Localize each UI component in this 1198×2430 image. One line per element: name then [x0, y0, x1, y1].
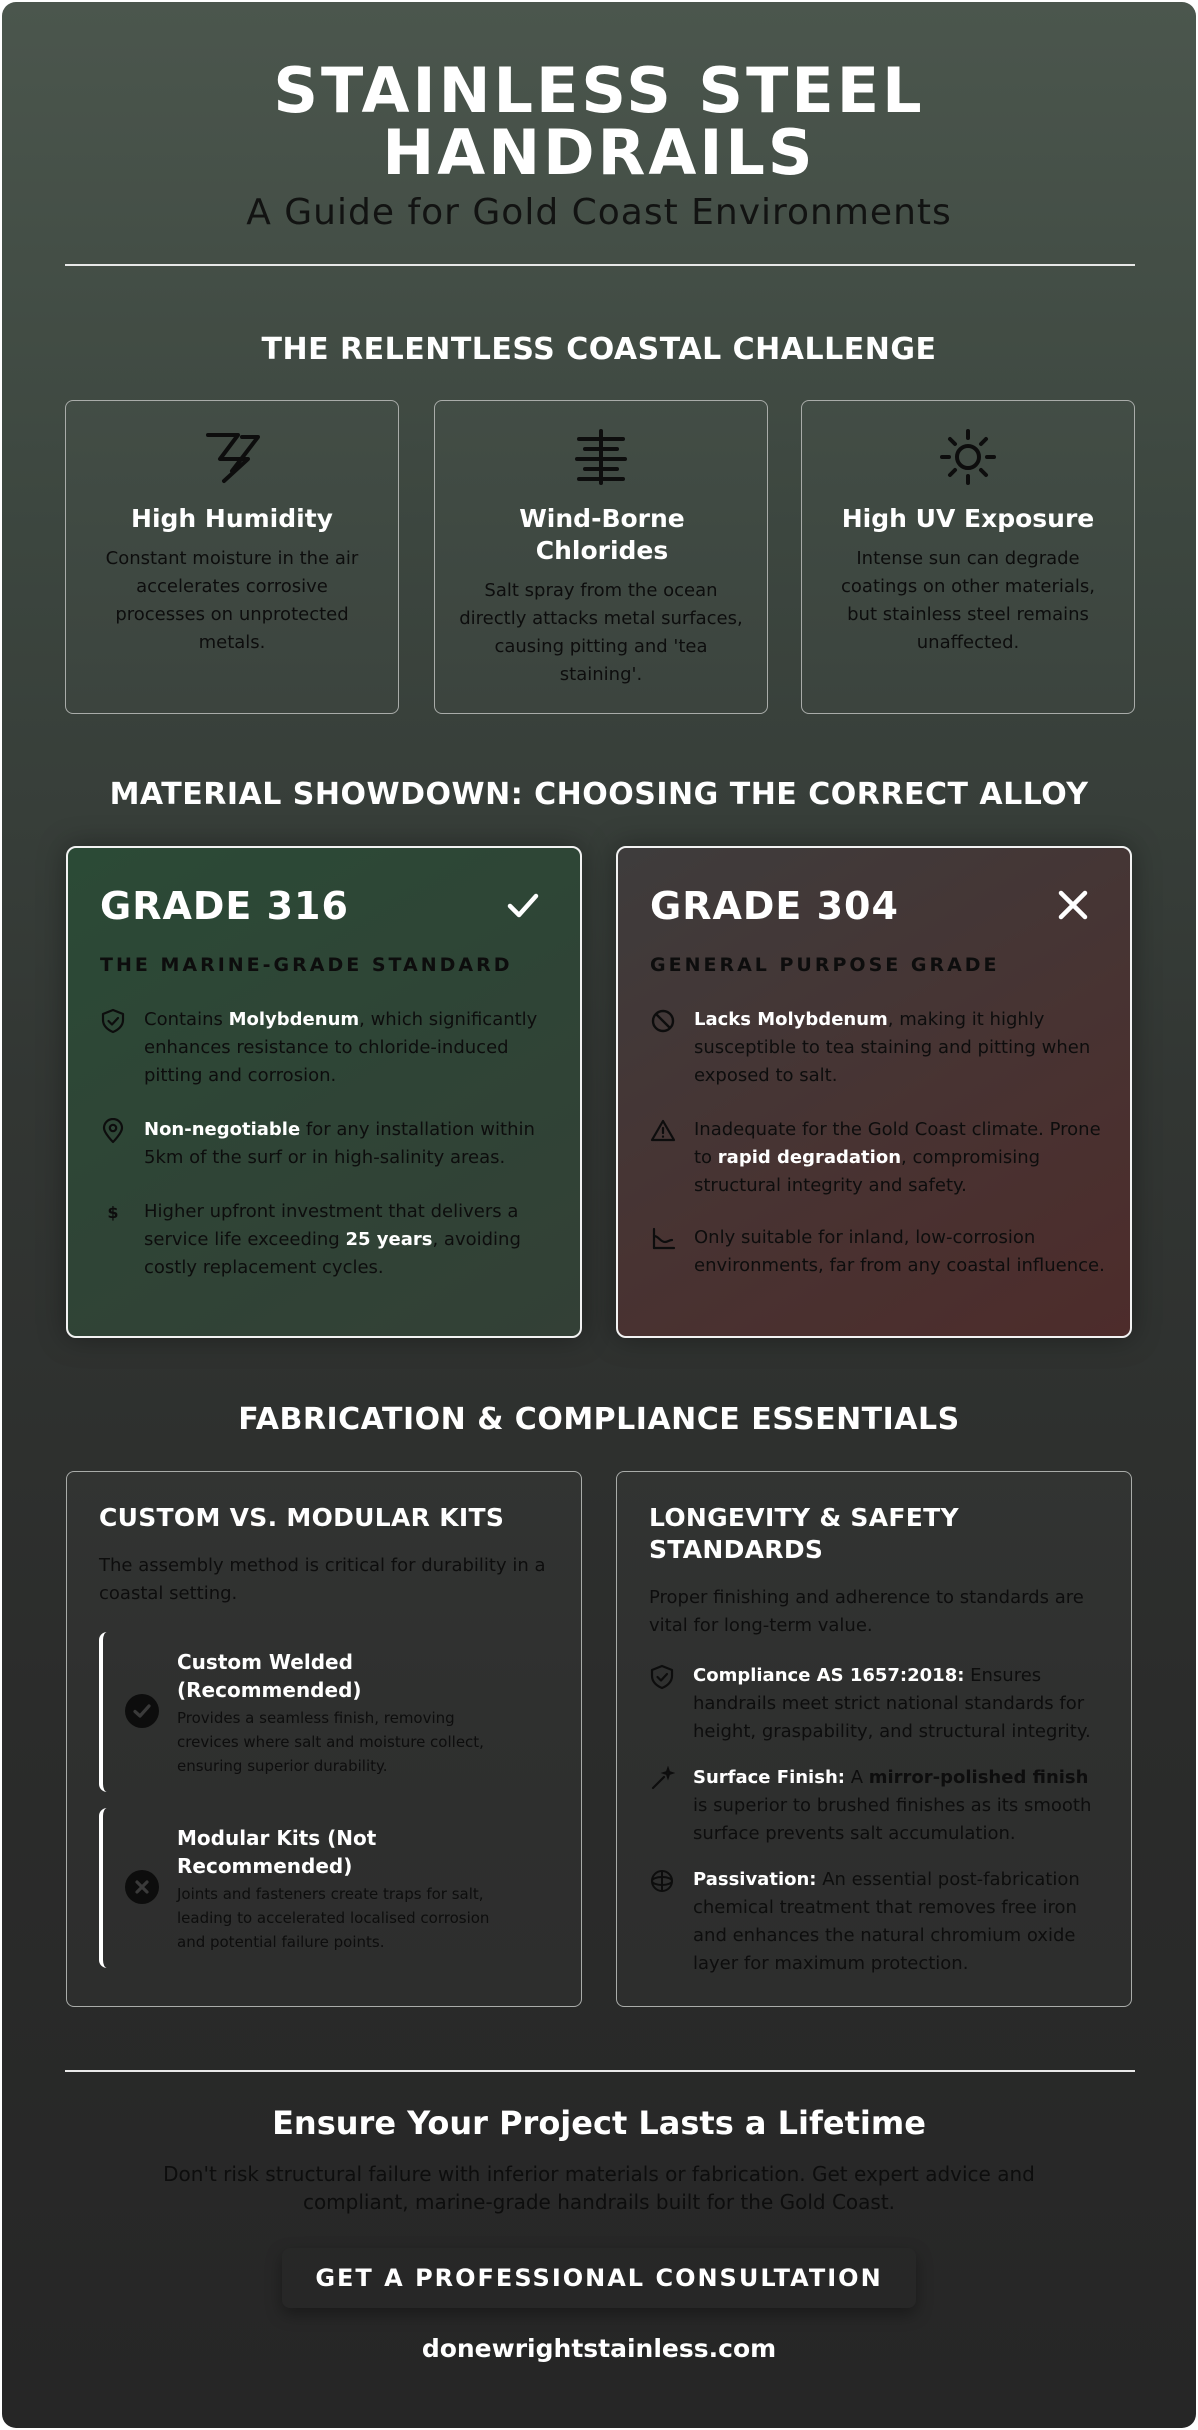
point-highlight: 25 years	[345, 1229, 433, 1250]
custom-vs-modular-title: CUSTOM VS. MODULAR KITS	[99, 1503, 505, 1532]
challenge-card-text: Intense sun can degrade coatings on other materials, but stainless steel remains unaffected.	[841, 548, 1095, 653]
challenge-card-title: High Humidity	[131, 504, 333, 533]
grade-304-subtitle: GENERAL PURPOSE GRADE	[650, 954, 1000, 976]
challenge-card-text: Constant moisture in the air accelerates corrosive processes on unprotected metals.	[105, 548, 359, 653]
polish-wand-icon	[649, 1766, 675, 1792]
challenge-card-chlorides	[434, 400, 768, 714]
point-highlight: Lacks Molybdenum	[694, 1009, 888, 1030]
inland-terrain-icon	[650, 1226, 676, 1252]
grade-316-point	[100, 1198, 556, 1282]
x-circle-icon	[125, 1870, 159, 1904]
grade-316-title: GRADE 316	[100, 884, 349, 928]
kit-option-title: Modular Kits (Not Recommended)	[177, 1826, 377, 1878]
consultation-button[interactable]: GET A PROFESSIONAL CONSULTATION	[282, 2248, 916, 2308]
sun-icon	[802, 427, 1134, 487]
showdown-section-title: MATERIAL SHOWDOWN: CHOOSING THE CORRECT ALLOY	[109, 777, 1089, 812]
shield-check-icon	[100, 1008, 126, 1034]
grade-316-point	[100, 1116, 556, 1172]
challenge-card-humidity	[65, 400, 399, 714]
grade-304-card	[616, 846, 1132, 1338]
kit-option-text: Joints and fasteners create traps for salt, leading to accelerated localised corrosion and potential failure points.	[177, 1885, 490, 1951]
kit-option-modular	[99, 1808, 539, 1968]
point-text: , avoiding costly replacement cycles.	[144, 1229, 521, 1278]
prohibited-icon	[650, 1008, 676, 1034]
challenge-card-title: Wind-Borne Chlorides	[519, 504, 685, 565]
website-link[interactable]: donewrightstainless.com	[421, 2334, 777, 2363]
shield-check-icon	[649, 1664, 675, 1690]
point-text: Only suitable for inland, low-corrosion environments, far from any coastal influence.	[694, 1227, 1105, 1276]
kit-option-text: Provides a seamless finish, removing crevices where salt and moisture collect, ensuring superior durability.	[177, 1709, 484, 1775]
challenge-card-title: High UV Exposure	[841, 504, 1095, 533]
longevity-safety-title: LONGEVITY & SAFETY STANDARDS	[649, 1503, 959, 1564]
warning-icon	[650, 1118, 676, 1144]
standard-label: Surface Finish:	[693, 1767, 845, 1788]
cross-icon	[1056, 888, 1090, 922]
custom-vs-modular-card	[66, 1471, 582, 2007]
standard-item-passivation	[649, 1866, 1097, 1978]
grade-316-point	[100, 1006, 556, 1090]
grade-304-point	[650, 1224, 1106, 1280]
grade-316-subtitle: THE MARINE-GRADE STANDARD	[100, 954, 513, 976]
header-divider	[65, 264, 1135, 266]
challenge-card-text: Salt spray from the ocean directly attacks metal surfaces, causing pitting and 'tea staining'.	[459, 580, 743, 685]
point-text: for any installation within 5km of the surf or in high-salinity areas.	[144, 1119, 535, 1168]
kit-option-title: Custom Welded (Recommended)	[177, 1650, 362, 1702]
atom-icon	[649, 1868, 675, 1894]
longevity-safety-intro: Proper finishing and adherence to standards are vital for long-term value.	[649, 1587, 1084, 1636]
dollar-icon: $	[107, 1203, 119, 1222]
standard-item-compliance	[649, 1662, 1097, 1746]
point-text: , making it highly susceptible to tea staining and pitting when exposed to salt.	[694, 1009, 1091, 1086]
standard-text: A	[844, 1767, 869, 1788]
essentials-section-title: FABRICATION & COMPLIANCE ESSENTIALS	[238, 1402, 960, 1437]
grade-316-card	[66, 846, 582, 1338]
point-highlight: Non-negotiable	[144, 1119, 301, 1140]
cta-text: Don't risk structural failure with inferior materials or fabrication. Get expert advice and compliant, marine-grade handrails built for the Gold Coast.	[163, 2162, 1035, 2214]
infographic-page	[2, 2, 1196, 2428]
standard-text: An essential post-fabrication chemical treatment that removes free iron and enhances the natural chromium oxide layer for maximum protection.	[693, 1869, 1080, 1974]
cta-title: Ensure Your Project Lasts a Lifetime	[272, 2104, 926, 2142]
longevity-safety-card	[616, 1471, 1132, 2007]
custom-vs-modular-intro: The assembly method is critical for durability in a coastal setting.	[99, 1555, 546, 1604]
point-text: , compromising structural integrity and safety.	[694, 1147, 1041, 1196]
point-highlight: rapid degradation	[717, 1147, 902, 1168]
standard-label: Compliance AS 1657:2018:	[693, 1665, 965, 1686]
standard-item-finish	[649, 1764, 1097, 1848]
check-icon	[506, 888, 540, 922]
grade-304-point	[650, 1116, 1106, 1200]
standard-label: Passivation:	[693, 1869, 817, 1890]
challenge-card-uv	[801, 400, 1135, 714]
point-text: Contains	[144, 1009, 229, 1030]
page-subtitle: A Guide for Gold Coast Environments	[246, 192, 952, 233]
kit-option-custom	[99, 1632, 539, 1792]
challenge-section-title: THE RELENTLESS COASTAL CHALLENGE	[261, 332, 937, 367]
standard-highlight: mirror-polished finish	[868, 1767, 1089, 1788]
standard-text: is superior to brushed finishes as its smooth surface prevents salt accumulation.	[693, 1795, 1092, 1844]
point-highlight: Molybdenum	[228, 1009, 360, 1030]
wind-icon	[435, 427, 767, 487]
point-text: Higher upfront investment that delivers a service life exceeding	[144, 1201, 519, 1250]
point-text: , which significantly enhances resistance to chloride-induced pitting and corrosion.	[144, 1009, 538, 1086]
lightning-icon	[66, 427, 398, 487]
point-text: Inadequate for the Gold Coast climate. Prone to	[694, 1119, 1101, 1168]
check-circle-icon	[125, 1694, 159, 1728]
location-pin-icon	[100, 1118, 126, 1144]
grade-304-point	[650, 1006, 1106, 1090]
standard-text: Ensures handrails meet strict national standards for height, graspability, and structural integrity.	[693, 1665, 1091, 1742]
page-title: STAINLESS STEEL HANDRAILS	[273, 54, 925, 189]
grade-304-title: GRADE 304	[650, 884, 899, 928]
cta-divider	[65, 2070, 1135, 2072]
